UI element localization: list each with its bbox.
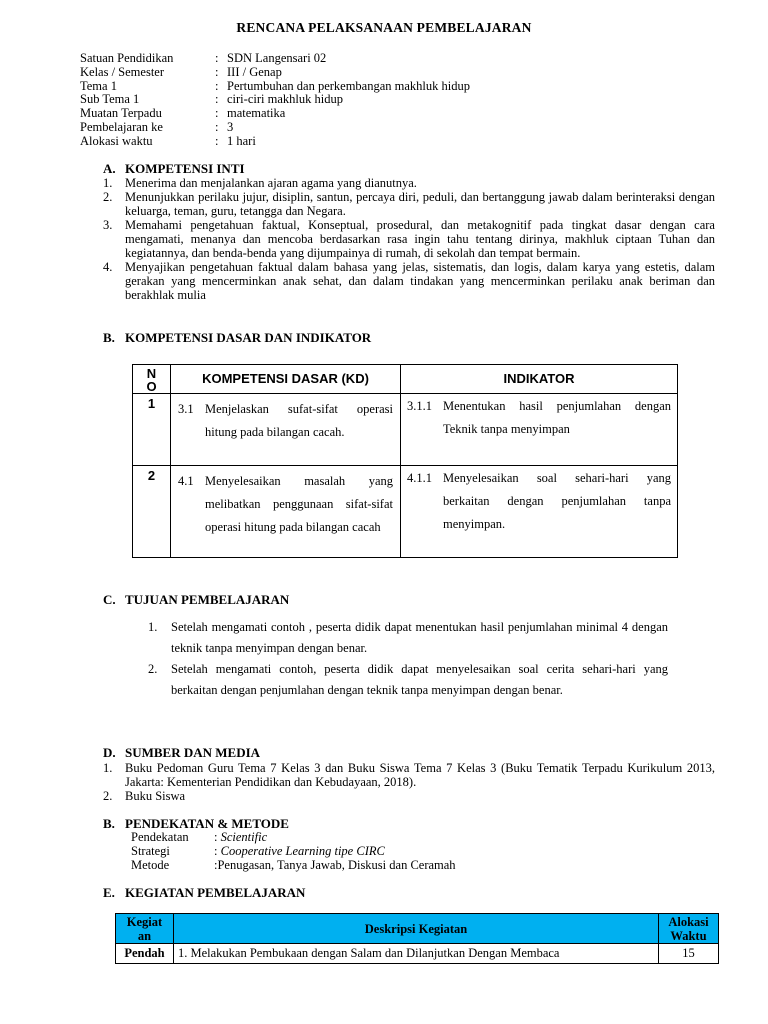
identity-row — [80, 134, 470, 148]
identity-colon: : — [215, 119, 219, 134]
identity-colon: : — [215, 133, 219, 148]
list-item — [148, 659, 668, 701]
identity-label: Muatan Terpadu — [80, 106, 162, 121]
section-title: SUMBER DAN MEDIA — [125, 745, 261, 760]
section-title: KOMPETENSI INTI — [125, 161, 245, 176]
pendekatan-block — [131, 830, 456, 872]
section-letter: E. — [103, 885, 115, 900]
section-letter: A. — [103, 161, 116, 176]
identity-value: SDN Langensari 02 — [227, 51, 327, 65]
table-row — [116, 944, 719, 964]
list-text: Memahami pengetahuan faktual, Konseptual, prosedural, dan metakognitif pada tingkat dasar dengan cara mengamati, menanya dan mencoba berdasarkan rasa ingin tahu tentang dirinya, makhluk ciptaan Tuhan dan kegiatannya, dan benda-benda yang dijumpainya di rumah, di sekolah dan tempat bermain. — [125, 218, 715, 260]
list-number: 2. — [148, 662, 158, 676]
identity-label: Pembelajaran ke — [80, 119, 163, 134]
list-number: 3. — [103, 218, 113, 232]
indikator-cell — [401, 394, 678, 466]
pendekatan-value: Penugasan, Tanya Jawab, Diskusi dan Ceramah — [217, 858, 456, 872]
identity-row — [80, 92, 470, 106]
kd-text: Menjelaskan sufat-sifat operasi hitung pada bilangan cacah. — [205, 402, 393, 439]
kd-code: 4.1 — [178, 474, 194, 488]
header-no — [133, 365, 171, 394]
section-title: TUJUAN PEMBELAJARAN — [125, 592, 290, 607]
list-number: 2. — [103, 190, 113, 204]
header-alokasi-line: Alokasi — [668, 915, 709, 929]
table-header-row — [133, 365, 678, 394]
identity-row — [80, 120, 470, 134]
list-item — [103, 218, 715, 260]
pendekatan-value: Cooperative Learning tipe CIRC — [220, 844, 385, 858]
kegiatan-table — [115, 913, 719, 964]
identity-colon: : — [215, 92, 219, 107]
identity-colon: : — [215, 78, 219, 93]
table-row — [133, 466, 678, 558]
kd-cell — [171, 394, 401, 466]
section-heading-sumber — [103, 746, 260, 760]
section-title: PENDEKATAN & METODE — [125, 816, 289, 831]
identity-label: Satuan Pendidikan — [80, 51, 174, 65]
table-header-row — [116, 914, 719, 944]
pendekatan-row — [131, 844, 456, 858]
pendekatan-sep: : — [214, 844, 221, 858]
identity-value: ciri-ciri makhluk hidup — [227, 92, 343, 107]
header-no-line: N — [146, 365, 157, 381]
identity-colon: : — [215, 51, 219, 65]
list-text: Menunjukkan perilaku jujur, disiplin, santun, percaya diri, peduli, dan bertanggung jawab dalam berinteraksi dengan keluarga, teman, guru, tetangga dan Negara. — [125, 190, 715, 218]
table-row — [133, 394, 678, 466]
identity-label: Alokasi waktu — [80, 133, 153, 148]
list-item — [103, 761, 715, 789]
identity-value: Pertumbuhan dan perkembangan makhluk hidup — [227, 78, 470, 93]
tahap-cell: Pendah — [116, 944, 174, 964]
section-letter: B. — [103, 330, 115, 345]
list-number: 1. — [103, 176, 113, 190]
header-kegiatan-line: an — [137, 929, 152, 943]
header-alokasi-line: Waktu — [670, 929, 707, 943]
list-item — [103, 789, 715, 803]
identity-label: Kelas / Semester — [80, 64, 165, 79]
identity-value: 3 — [227, 119, 234, 134]
kd-cell — [171, 466, 401, 558]
pendekatan-row — [131, 858, 456, 872]
indikator-text: Menentukan hasil penjumlahan dengan Teknik tanpa menyimpan — [443, 399, 671, 436]
section-heading-kegiatan — [103, 886, 305, 900]
header-indikator: INDIKATOR — [401, 365, 678, 394]
list-text: Buku Pedoman Guru Tema 7 Kelas 3 dan Buku Siswa Tema 7 Kelas 3 (Buku Tematik Terpadu Kurikulum 2013, Jakarta: Kementerian Pendidikan dan Kebudayaan, 2018). — [125, 761, 715, 789]
header-no-line: O — [146, 378, 157, 394]
pendekatan-sep: : — [214, 830, 221, 844]
list-text: Menyajikan pengetahuan faktual dalam bahasa yang jelas, sistematis, dan logis, dalam karya yang estetis, dalam gerakan yang mencerminkan anak sehat, dan dalam tindakan yang mencerminkan perilaku anak beriman dan berakhlak mulia — [125, 260, 715, 302]
identity-row — [80, 79, 470, 93]
identity-row — [80, 106, 470, 120]
list-text: Menerima dan menjalankan ajaran agama yang dianutnya. — [125, 176, 417, 190]
pendekatan-label: Pendekatan — [131, 830, 189, 844]
section-letter: B. — [103, 816, 115, 831]
page-title: RENCANA PELAKSANAAN PEMBELAJARAN — [236, 20, 532, 35]
identity-value: III / Genap — [227, 64, 282, 79]
section-heading-pendekatan — [103, 817, 289, 831]
pendekatan-value: Scientific — [220, 830, 268, 844]
pendekatan-label: Metode — [131, 858, 170, 872]
kompetensi-dasar-table — [132, 364, 678, 558]
kd-code: 3.1 — [178, 402, 194, 416]
deskripsi-cell: 1. Melakukan Pembukaan dengan Salam dan Dilanjutkan Dengan Membaca — [174, 944, 659, 964]
kompetensi-inti-list — [103, 176, 715, 302]
identity-block — [80, 51, 470, 148]
indikator-text: Menyelesaikan soal sehari-hari yang berkaitan dengan penjumlahan tanpa menyimpan. — [443, 471, 671, 531]
pendekatan-label: Strategi — [131, 844, 170, 858]
identity-row — [80, 51, 470, 65]
pendekatan-sep: : — [214, 858, 218, 872]
section-heading-kompetensi-inti — [103, 162, 245, 176]
list-item — [103, 176, 715, 190]
identity-value: 1 hari — [227, 133, 256, 148]
section-heading-tujuan — [103, 593, 289, 607]
row-number: 2 — [133, 466, 171, 558]
list-text: Setelah mengamati contoh, peserta didik dapat menyelesaikan soal cerita sehari-hari yang berkaitan dengan penjumlahan dengan teknik tanpa menyimpan dengan benar. — [171, 662, 668, 697]
section-letter: C. — [103, 592, 116, 607]
list-number: 1. — [148, 620, 158, 634]
identity-value: matematika — [227, 106, 286, 121]
list-item — [103, 190, 715, 218]
kd-text: Menyelesaikan masalah yang melibatkan penggunaan sifat-sifat operasi hitung pada bilangan cacah — [205, 474, 393, 534]
section-title: KOMPETENSI DASAR DAN INDIKATOR — [125, 330, 372, 345]
indikator-code: 4.1.1 — [407, 471, 432, 485]
list-item — [148, 617, 668, 659]
section-heading-kompetensi-dasar — [103, 331, 371, 345]
pendekatan-row — [131, 830, 456, 844]
section-letter: D. — [103, 745, 116, 760]
identity-label: Tema 1 — [80, 78, 117, 93]
header-kd: KOMPETENSI DASAR (KD) — [171, 365, 401, 394]
indikator-code: 3.1.1 — [407, 399, 432, 413]
list-text: Buku Siswa — [125, 789, 186, 803]
list-item — [103, 260, 715, 302]
list-text: Setelah mengamati contoh , peserta didik dapat menentukan hasil penjumlahan minimal 4 dengan teknik tanpa menyimpan dengan benar. — [171, 620, 668, 655]
header-alokasi — [659, 914, 719, 944]
row-number: 1 — [133, 394, 171, 466]
header-kegiatan-line: Kegiat — [126, 915, 163, 929]
section-title: KEGIATAN PEMBELAJARAN — [125, 885, 306, 900]
list-number: 1. — [103, 761, 113, 775]
list-number: 4. — [103, 260, 113, 274]
identity-row — [80, 65, 470, 79]
alokasi-cell: 15 — [659, 944, 719, 964]
identity-colon: : — [215, 106, 219, 121]
tujuan-list — [148, 617, 668, 701]
header-kegiatan — [116, 914, 174, 944]
indikator-cell — [401, 466, 678, 558]
header-deskripsi: Deskripsi Kegiatan — [174, 914, 659, 944]
sumber-list — [103, 761, 715, 803]
identity-label: Sub Tema 1 — [80, 92, 140, 107]
list-number: 2. — [103, 789, 113, 803]
identity-colon: : — [215, 64, 219, 79]
